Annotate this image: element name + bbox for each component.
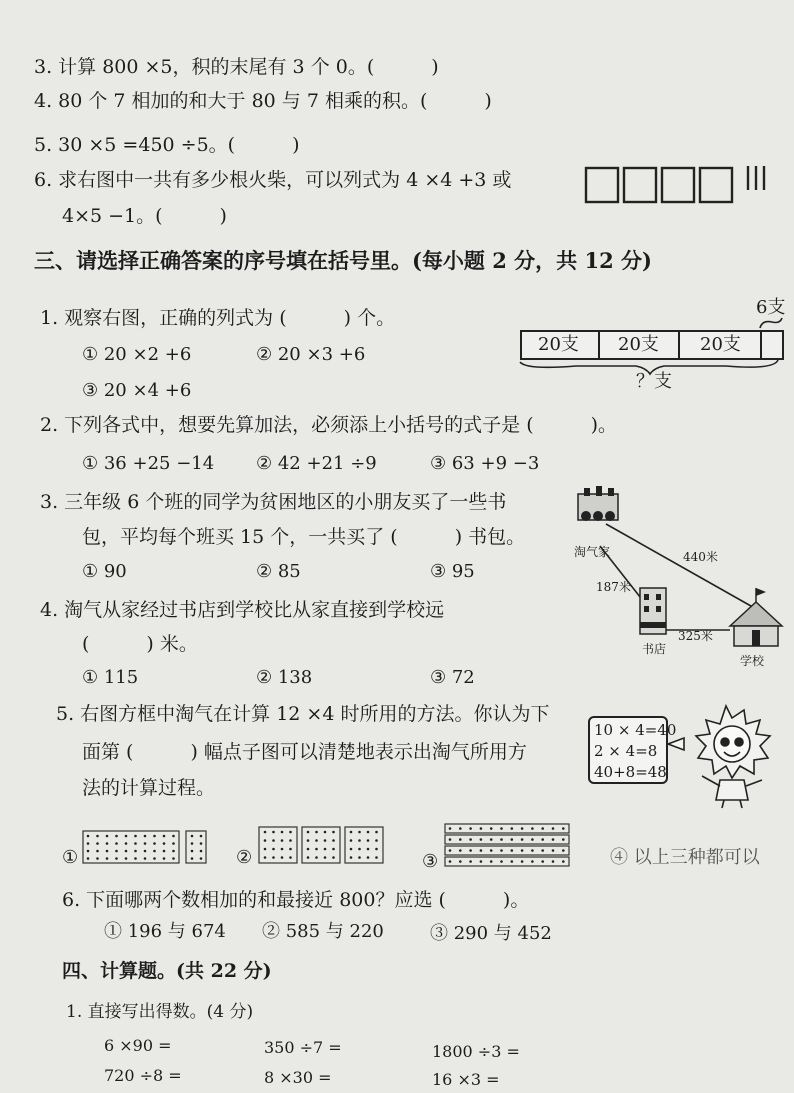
dot (531, 827, 534, 830)
dot (367, 831, 370, 834)
dot (153, 842, 156, 845)
dot (96, 842, 99, 845)
dot (172, 842, 175, 845)
dot (459, 827, 462, 830)
judge-q5: 5. 30 ×5 =450 ÷5。( ) (34, 134, 300, 156)
dot (87, 835, 90, 838)
dot (144, 842, 147, 845)
dot (511, 838, 514, 841)
dot (521, 849, 524, 852)
dot (358, 848, 361, 851)
map-home-label: 淘气家 (574, 545, 611, 559)
dot (163, 850, 166, 853)
dot (281, 839, 284, 842)
dot (307, 856, 310, 859)
dot (96, 850, 99, 853)
section3-heading: 三、请选择正确答案的序号填在括号里。(每小题 2 分，共 12 分) (34, 248, 652, 273)
dot (449, 860, 452, 863)
dot (521, 838, 524, 841)
dot (200, 850, 203, 853)
judge-q6-line2: 4×5 −1。( ) (62, 205, 227, 227)
dot (552, 860, 555, 863)
dot (469, 860, 472, 863)
dot (315, 848, 318, 851)
dot (134, 850, 137, 853)
dot (264, 839, 267, 842)
s3-q1-opt3: ③ 20 ×4 +6 (82, 380, 192, 401)
dot (96, 857, 99, 860)
dot (350, 839, 353, 842)
dot (87, 842, 90, 845)
dot (264, 831, 267, 834)
map-school-label: 学校 (740, 654, 765, 668)
dot (350, 856, 353, 859)
method-callout (588, 716, 677, 784)
judge-q6-line1: 6. 求右图中一共有多少根火柴，可以列式为 4 ×4 +3 或 (34, 169, 512, 191)
dot (125, 857, 128, 860)
callout-line3: 40+8=48 (594, 763, 667, 781)
dot-diagram-3 (444, 822, 574, 870)
dot (289, 831, 292, 834)
dot (163, 842, 166, 845)
bar-seg1-label: 20支 (538, 334, 579, 355)
dot (96, 835, 99, 838)
dot (134, 842, 137, 845)
dot (350, 831, 353, 834)
dot (289, 856, 292, 859)
s3-q5-opt4: ④ 以上三种都可以 (610, 847, 760, 868)
dot (500, 849, 503, 852)
dot (350, 848, 353, 851)
s3-q3-opt1: ① 90 (82, 561, 127, 582)
s3-q2-opt2: ② 42 +21 ÷9 (256, 453, 377, 474)
s3-q6-opt2: ② 585 与 220 (262, 921, 384, 942)
s3-q3-stem-line1: 3. 三年级 6 个班的同学为贫困地区的小朋友买了一些书 (40, 491, 507, 513)
s3-q5-opt2: ② (236, 847, 253, 868)
s3-q6-stem: 6. 下面哪两个数相加的和最接近 800？应选 ( )。 (62, 889, 530, 911)
dot (106, 857, 109, 860)
dot (511, 860, 514, 863)
dot (144, 835, 147, 838)
judge-q3: 3. 计算 800 ×5，积的末尾有 3 个 0。( ) (34, 56, 439, 78)
dot (191, 850, 194, 853)
dot (144, 857, 147, 860)
dot (115, 850, 118, 853)
dot (307, 831, 310, 834)
map-distance-home-store: 187米 (596, 580, 631, 594)
s3-q5-stem-line3: 法的计算过程。 (82, 777, 216, 799)
dot (367, 848, 370, 851)
dot-group-frame (445, 846, 569, 855)
s3-q5-opt3: ③ (422, 851, 439, 872)
callout-line2: 2 × 4=8 (594, 742, 658, 760)
dot (106, 850, 109, 853)
dot (191, 835, 194, 838)
dot (332, 856, 335, 859)
dot (264, 856, 267, 859)
dot (115, 857, 118, 860)
dot (106, 835, 109, 838)
dot (200, 857, 203, 860)
dot (459, 838, 462, 841)
dot (552, 827, 555, 830)
dot (332, 831, 335, 834)
dot (562, 849, 565, 852)
dot (125, 850, 128, 853)
s3-q3-opt3: ③ 95 (430, 561, 475, 582)
dot (115, 835, 118, 838)
map-store-label: 书店 (642, 642, 667, 656)
dot (289, 848, 292, 851)
s3-q3-opt2: ② 85 (256, 561, 301, 582)
dot (562, 860, 565, 863)
s3-q2-opt1: ① 36 +25 −14 (82, 453, 215, 474)
dot (125, 842, 128, 845)
calc-item: 16 ×3 = (432, 1070, 500, 1089)
dot (358, 839, 361, 842)
dot (324, 839, 327, 842)
dot (375, 839, 378, 842)
dot (552, 838, 555, 841)
s3-q4-stem-line1: 4. 淘气从家经过书店到学校比从家直接到学校远 (40, 599, 445, 621)
dot (134, 835, 137, 838)
dot (541, 849, 544, 852)
dot (375, 856, 378, 859)
dot (531, 838, 534, 841)
dot (324, 856, 327, 859)
dot (562, 827, 565, 830)
dot (106, 842, 109, 845)
dot (500, 860, 503, 863)
dot (153, 835, 156, 838)
dot (281, 848, 284, 851)
bar-seg2-label: 20支 (618, 334, 659, 355)
map-distance-home-school: 440米 (683, 550, 718, 564)
dot (200, 835, 203, 838)
s3-q2-stem: 2. 下列各式中，想要先算加法，必须添上小括号的式子是 ( )。 (40, 414, 618, 436)
dot (531, 849, 534, 852)
dot (315, 831, 318, 834)
bar-extra-label: 6支 (756, 297, 786, 318)
dot (264, 848, 267, 851)
dot (541, 827, 544, 830)
judge-q4: 4. 80 个 7 相加的和大于 80 与 7 相乘的积。( ) (34, 90, 492, 112)
dot (367, 839, 370, 842)
dot (500, 838, 503, 841)
dot (144, 850, 147, 853)
store-icon (640, 588, 666, 634)
taoqi-character (666, 700, 786, 810)
map-distance-store-school: 325米 (678, 629, 713, 643)
s3-q5-stem-line2: 面第 ( ) 幅点子图可以清楚地表示出淘气所用方 (82, 741, 527, 763)
dot (449, 838, 452, 841)
dot (324, 848, 327, 851)
bar-braces (516, 316, 790, 376)
dot (375, 831, 378, 834)
s3-q4-stem-line2: ( ) 米。 (82, 633, 198, 655)
s3-q2-opt3: ③ 63 +9 −3 (430, 453, 540, 474)
calc-item: 720 ÷8 = (104, 1066, 182, 1085)
dot (272, 848, 275, 851)
dot (511, 849, 514, 852)
dot (552, 849, 555, 852)
dot (307, 848, 310, 851)
dot (289, 839, 292, 842)
dot (490, 860, 493, 863)
s3-q4-opt3: ③ 72 (430, 667, 475, 688)
dot (172, 835, 175, 838)
calc-item: 6 ×90 = (104, 1036, 172, 1055)
dot (115, 842, 118, 845)
dot-group-frame (186, 831, 206, 863)
dot (500, 827, 503, 830)
s3-q3-stem-line2: 包，平均每个班买 15 个，一共买了 ( ) 书包。 (82, 526, 526, 548)
dot (469, 849, 472, 852)
dot (490, 849, 493, 852)
dot (449, 827, 452, 830)
dot (200, 842, 203, 845)
dot (272, 856, 275, 859)
dot (367, 856, 370, 859)
dot (191, 857, 194, 860)
s3-q4-opt1: ① 115 (82, 667, 139, 688)
dot (521, 827, 524, 830)
s3-q6-opt3: ③ 290 与 452 (430, 923, 552, 944)
calc-item: 8 ×30 = (264, 1068, 332, 1087)
s3-q5-opt1: ① (62, 847, 79, 868)
dot (541, 838, 544, 841)
dot-group-frame (445, 835, 569, 844)
dot (153, 857, 156, 860)
s3-q4-opt2: ② 138 (256, 667, 313, 688)
bar-total-label: ？支 (636, 371, 672, 392)
s3-q1-stem: 1. 观察右图，正确的列式为 ( ) 个。 (40, 307, 396, 329)
s3-q6-opt1: ① 196 与 674 (104, 921, 226, 942)
callout-line1: 10 × 4=40 (594, 721, 677, 739)
s4-sub1: 1. 直接写出得数。(4 分) (66, 1002, 254, 1022)
dot (281, 856, 284, 859)
calc-item: 1800 ÷3 = (432, 1042, 520, 1061)
dot (281, 831, 284, 834)
section4-heading: 四、计算题。(共 22 分) (62, 960, 272, 982)
s3-q1-opt1: ① 20 ×2 +6 (82, 344, 192, 365)
dot (324, 831, 327, 834)
dot (272, 839, 275, 842)
dot (191, 842, 194, 845)
school-icon (730, 588, 782, 646)
dot (163, 835, 166, 838)
dot (480, 849, 483, 852)
dot (332, 848, 335, 851)
bar-seg3-label: 20支 (700, 334, 741, 355)
dot (469, 827, 472, 830)
dot (490, 827, 493, 830)
dot (125, 835, 128, 838)
dot (87, 850, 90, 853)
dot (449, 849, 452, 852)
dot-diagram-2 (258, 826, 388, 866)
dot (315, 856, 318, 859)
dot (490, 838, 493, 841)
matchstick-figure (580, 160, 780, 210)
dot (459, 860, 462, 863)
dot (480, 838, 483, 841)
dot (134, 857, 137, 860)
dot (511, 827, 514, 830)
dot (172, 850, 175, 853)
dot (307, 839, 310, 842)
dot (358, 831, 361, 834)
calc-item: 350 ÷7 = (264, 1038, 342, 1057)
dot (541, 860, 544, 863)
dot (521, 860, 524, 863)
dot (358, 856, 361, 859)
s3-q1-opt2: ② 20 ×3 +6 (256, 344, 366, 365)
dot (480, 827, 483, 830)
dot (272, 831, 275, 834)
dot-group-frame (445, 857, 569, 866)
dot (469, 838, 472, 841)
dot (375, 848, 378, 851)
dot (315, 839, 318, 842)
s3-q5-stem-line1: 5. 右图方框中淘气在计算 12 ×4 时所用的方法。你认为下 (56, 703, 550, 725)
dot (172, 857, 175, 860)
home-icon (578, 486, 618, 521)
dot (480, 860, 483, 863)
dot (562, 838, 565, 841)
dot (531, 860, 534, 863)
dot (163, 857, 166, 860)
dot (332, 839, 335, 842)
dot (153, 850, 156, 853)
dot-diagram-1 (82, 830, 212, 866)
dot (87, 857, 90, 860)
dot-group-frame (445, 824, 569, 833)
dot (459, 849, 462, 852)
